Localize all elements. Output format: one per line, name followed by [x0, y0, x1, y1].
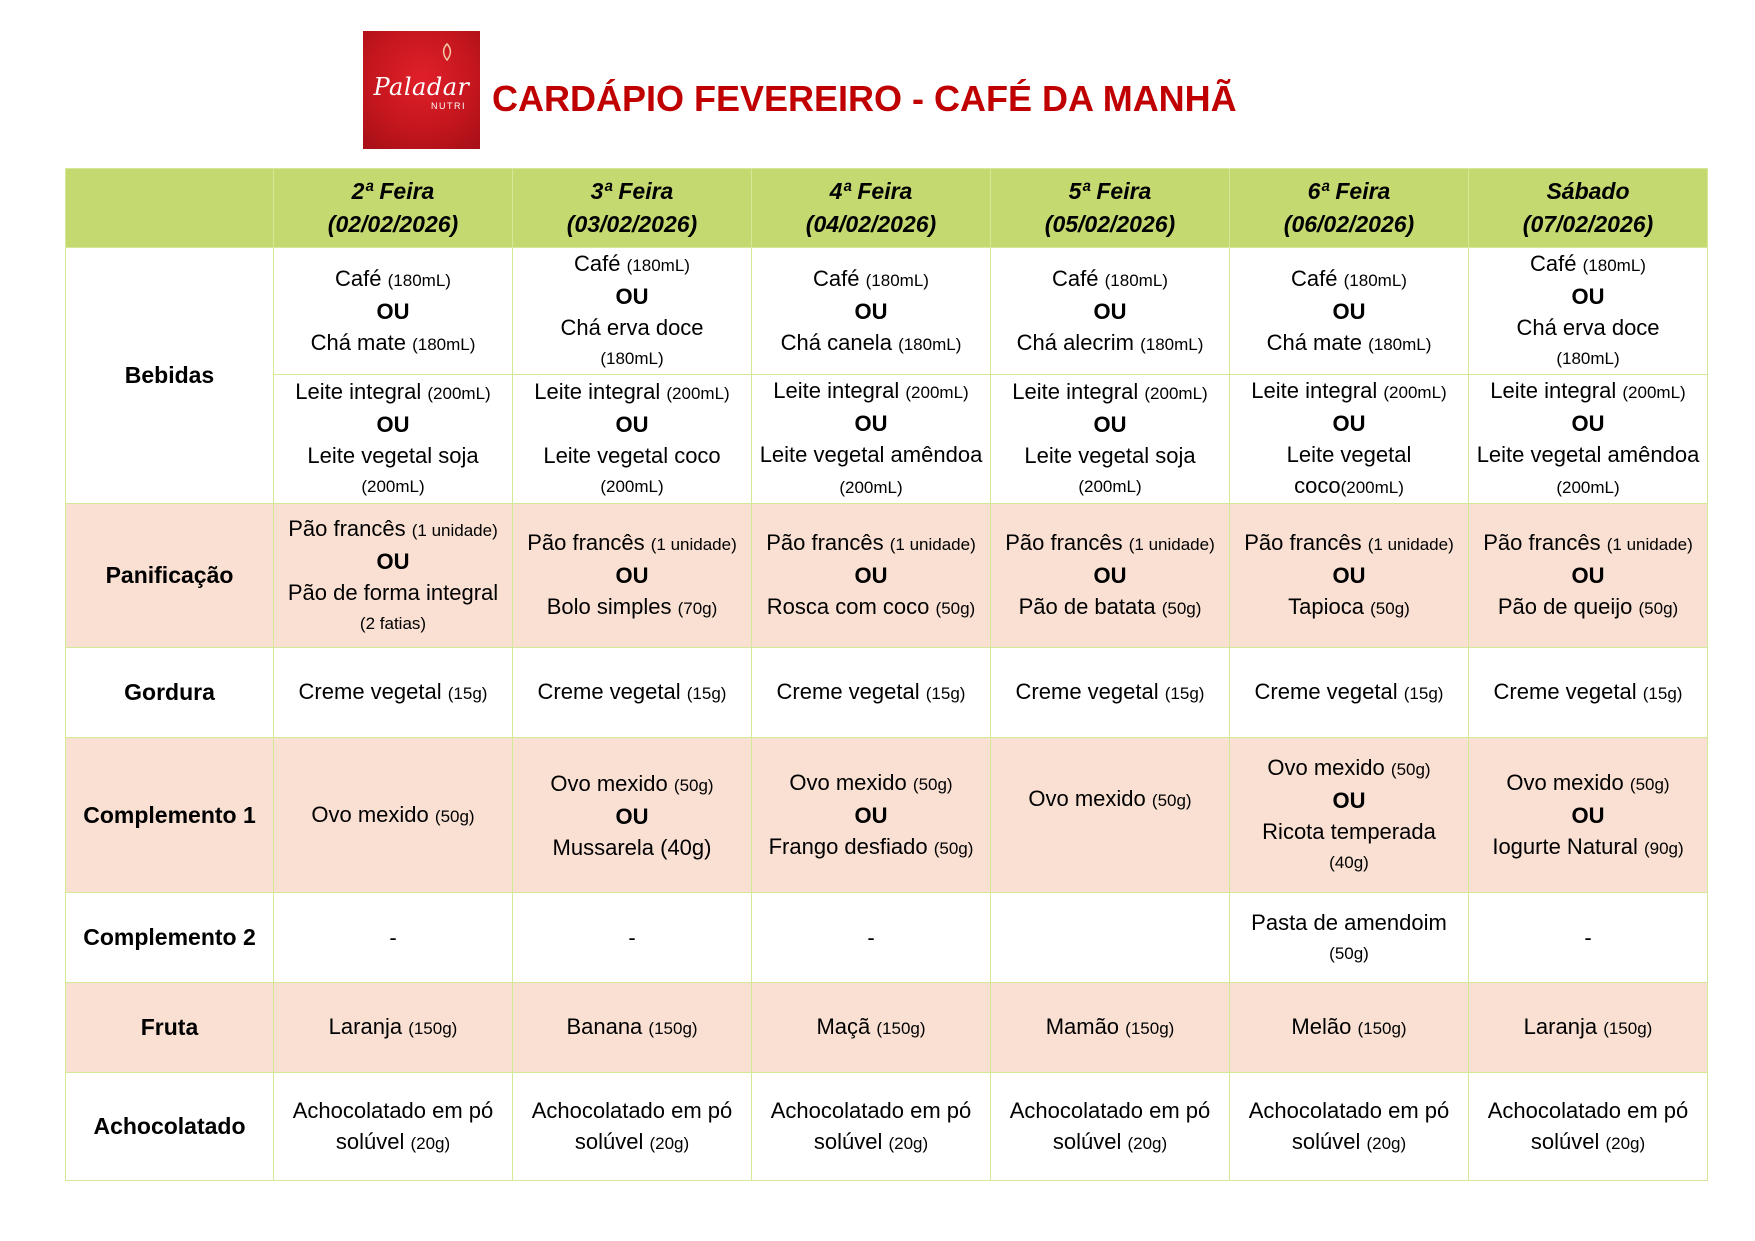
item-name: Leite vegetal coco	[1286, 442, 1412, 498]
menu-cell	[1469, 648, 1708, 738]
menu-cell	[513, 248, 752, 375]
menu-cell	[1230, 893, 1469, 983]
item-name: Pão de queijo	[1497, 594, 1633, 619]
or-separator: OU	[1093, 298, 1127, 324]
bebidas-milk-row	[66, 375, 1708, 504]
item-name: Leite vegetal amêndoa	[759, 442, 983, 467]
item-name: Ricota temperada	[1262, 819, 1436, 844]
item-name: Achocolatado em pó solúvel	[1248, 1097, 1450, 1154]
item-name: Chá mate	[1266, 329, 1362, 355]
item-name: Bolo simples	[546, 594, 672, 619]
item-qty: (15g)	[1403, 684, 1444, 703]
page-title: CARDÁPIO FEVEREIRO - CAFÉ DA MANHÃ	[492, 78, 1237, 119]
day-header	[274, 169, 513, 248]
item-qty: (50g)	[1161, 599, 1202, 618]
item-name: Achocolatado em pó solúvel	[770, 1097, 972, 1154]
item-qty: (180mL)	[600, 349, 664, 368]
item-name: Achocolatado em pó solúvel	[292, 1097, 494, 1154]
item-qty: (150g)	[1125, 1019, 1175, 1038]
menu-cell	[991, 648, 1230, 738]
item-name: Pão francês	[527, 530, 645, 555]
item-qty: (15g)	[925, 684, 966, 703]
item-qty: (180mL)	[387, 270, 451, 290]
item-qty: (180mL)	[626, 256, 690, 275]
item-qty: (200mL)	[1622, 383, 1686, 402]
day-name: 4ª Feira	[829, 178, 913, 204]
item-qty: (50g)	[935, 599, 976, 618]
menu-cell	[513, 738, 752, 893]
item-qty: (20g)	[1366, 1133, 1407, 1153]
or-separator: OU	[1332, 298, 1366, 324]
menu-cell	[274, 648, 513, 738]
day-name: 5ª Feira	[1068, 178, 1152, 204]
item-qty: (50g)	[1629, 774, 1670, 794]
brand-logo	[363, 31, 480, 149]
day-date: (07/02/2026)	[1522, 211, 1654, 237]
item-qty: (15g)	[1642, 684, 1683, 703]
item-qty: (50g)	[1329, 943, 1369, 963]
item-name: Laranja	[1523, 1014, 1598, 1039]
row-label-achocolatado: Achocolatado	[66, 1073, 274, 1181]
item-name: Chá alecrim	[1016, 329, 1134, 355]
item-qty: (50g)	[933, 838, 974, 858]
item-qty: (20g)	[888, 1133, 929, 1153]
item-qty: (180mL)	[1556, 349, 1620, 368]
menu-cell	[513, 375, 752, 504]
item-qty: (180mL)	[898, 334, 962, 354]
item-qty: (40g)	[660, 834, 712, 860]
menu-cell	[1469, 375, 1708, 504]
item-qty: (70g)	[677, 599, 718, 618]
or-separator: OU	[376, 548, 410, 574]
day-date: (03/02/2026)	[566, 211, 698, 237]
item-name: Leite integral	[773, 378, 900, 403]
item-qty: (200mL)	[905, 383, 969, 402]
or-separator: OU	[854, 802, 888, 828]
fruta-row	[66, 983, 1708, 1073]
menu-cell	[991, 504, 1230, 648]
menu-cell	[274, 375, 513, 504]
or-separator: OU	[1332, 563, 1366, 588]
menu-cell	[752, 375, 991, 504]
menu-cell	[1469, 893, 1708, 983]
item-qty: (200mL)	[361, 477, 425, 496]
or-separator: OU	[376, 298, 410, 324]
item-qty: (200mL)	[839, 478, 903, 497]
or-separator: OU	[615, 803, 649, 829]
item-name: Pão francês	[1483, 530, 1601, 555]
item-qty: (1 unidade)	[889, 535, 976, 554]
item-qty: (50g)	[1638, 599, 1679, 618]
menu-cell	[513, 893, 752, 983]
item-qty: (15g)	[1164, 684, 1205, 703]
item-qty: (180mL)	[1104, 270, 1168, 290]
menu-cell	[513, 1073, 752, 1181]
menu-cell	[752, 983, 991, 1073]
item-qty: (15g)	[447, 684, 488, 703]
or-separator: OU	[1332, 411, 1366, 436]
item-name: Pão de batata	[1018, 594, 1156, 619]
row-label-panificacao: Panificação	[66, 504, 274, 648]
item-qty: (20g)	[410, 1133, 451, 1153]
item-qty: (150g)	[876, 1019, 926, 1038]
complemento2-row	[66, 893, 1708, 983]
or-separator: OU	[854, 563, 888, 588]
day-name: 6ª Feira	[1307, 178, 1391, 204]
or-separator: OU	[1571, 802, 1605, 828]
menu-cell	[991, 983, 1230, 1073]
item-qty: (150g)	[408, 1019, 458, 1038]
item-qty: (50g)	[1370, 599, 1410, 618]
item-name: Pão francês	[766, 530, 884, 555]
day-date: (02/02/2026)	[327, 211, 459, 237]
item-name: Leite vegetal amêndoa	[1476, 442, 1700, 467]
item-name: Leite vegetal soja	[307, 443, 479, 468]
menu-cell	[1230, 248, 1469, 375]
item-name: Creme vegetal	[298, 679, 442, 704]
menu-cell	[513, 648, 752, 738]
item-name: Pão francês	[1005, 530, 1123, 555]
item-name: Banana	[566, 1014, 643, 1039]
menu-cell	[991, 738, 1230, 893]
item-qty: (20g)	[1605, 1133, 1646, 1153]
or-separator: OU	[615, 412, 649, 437]
item-name: Leite integral	[295, 379, 422, 404]
item-qty: (150g)	[1357, 1019, 1407, 1038]
day-date: (04/02/2026)	[805, 211, 937, 237]
menu-cell	[991, 1073, 1230, 1181]
or-separator: OU	[854, 298, 888, 324]
item-qty: (180mL)	[1368, 334, 1432, 354]
menu-cell	[1230, 504, 1469, 648]
item-name: Achocolatado em pó solúvel	[531, 1097, 733, 1154]
item-qty: (180mL)	[1582, 256, 1646, 275]
item-name: Ovo mexido	[789, 769, 907, 795]
day-header	[1230, 169, 1469, 248]
or-separator: OU	[854, 411, 888, 436]
logo-script-text: Paladar	[373, 73, 470, 101]
item-name: Leite vegetal soja	[1024, 443, 1196, 468]
item-qty: (50g)	[673, 775, 714, 795]
menu-cell	[752, 738, 991, 893]
gordura-row	[66, 648, 1708, 738]
item-qty: (200mL)	[1144, 384, 1208, 403]
day-header	[1469, 169, 1708, 248]
row-label-complemento1: Complemento 1	[66, 738, 274, 893]
item-name: Mamão	[1045, 1014, 1120, 1039]
item-name: Leite vegetal coco	[543, 443, 721, 468]
bebidas-hot-row	[66, 248, 1708, 375]
item-name: Café	[574, 251, 621, 276]
item-name: -	[389, 925, 397, 950]
menu-cell	[1230, 983, 1469, 1073]
menu-cell	[752, 893, 991, 983]
menu-cell	[752, 504, 991, 648]
leaf-icon	[440, 43, 454, 61]
item-qty: (50g)	[1390, 760, 1431, 779]
corner-cell	[66, 169, 274, 248]
item-qty: (50g)	[434, 806, 475, 826]
item-name: Mussarela	[552, 834, 654, 860]
item-name: Melão	[1291, 1014, 1352, 1039]
item-name: Achocolatado em pó solúvel	[1009, 1097, 1211, 1154]
item-name: Leite integral	[534, 379, 661, 404]
item-qty: (200mL)	[666, 384, 730, 403]
item-qty: (90g)	[1643, 838, 1684, 858]
menu-cell	[1230, 738, 1469, 893]
day-name: Sábado	[1546, 178, 1630, 204]
item-name: Creme vegetal	[537, 679, 681, 704]
item-qty: (150g)	[1603, 1019, 1653, 1038]
item-qty: (40g)	[1329, 853, 1369, 872]
item-name: Ovo mexido	[550, 770, 668, 796]
day-header	[752, 169, 991, 248]
item-name: Iogurte Natural	[1492, 833, 1638, 859]
row-label-fruta: Fruta	[66, 983, 274, 1073]
item-qty: (15g)	[686, 684, 727, 703]
or-separator: OU	[1571, 411, 1605, 436]
day-header	[513, 169, 752, 248]
or-separator: OU	[615, 284, 649, 309]
day-header	[991, 169, 1230, 248]
complemento1-row	[66, 738, 1708, 893]
item-qty: (180mL)	[1140, 334, 1204, 354]
item-name: Ovo mexido	[1506, 769, 1624, 795]
or-separator: OU	[615, 563, 649, 588]
menu-cell	[1469, 983, 1708, 1073]
item-name: Ovo mexido	[1267, 755, 1385, 780]
menu-table	[65, 168, 1708, 1181]
or-separator: OU	[376, 412, 410, 437]
menu-cell	[274, 248, 513, 375]
item-qty: (180mL)	[1343, 270, 1407, 290]
item-qty: (200mL)	[600, 477, 664, 496]
item-name: Leite integral	[1012, 379, 1139, 404]
item-name: Pão francês	[1244, 530, 1362, 555]
day-name: 2ª Feira	[351, 178, 435, 204]
day-date: (06/02/2026)	[1283, 211, 1415, 237]
item-name: -	[867, 925, 875, 950]
menu-cell	[991, 893, 1230, 983]
menu-cell	[1469, 248, 1708, 375]
item-qty: (1 unidade)	[650, 535, 737, 554]
item-name: Maçã	[816, 1014, 871, 1039]
item-qty: (200mL)	[1340, 478, 1404, 497]
item-qty: (2 fatias)	[359, 613, 427, 633]
item-name: Café	[1291, 265, 1338, 291]
item-name: Achocolatado em pó solúvel	[1487, 1097, 1689, 1154]
item-qty: (1 unidade)	[411, 520, 498, 540]
menu-cell	[1230, 375, 1469, 504]
row-label-bebidas: Bebidas	[66, 248, 274, 504]
or-separator: OU	[1093, 563, 1127, 588]
item-name: -	[1584, 925, 1592, 950]
or-separator: OU	[1093, 412, 1127, 437]
item-name: Café	[1052, 265, 1099, 291]
day-name: 3ª Feira	[590, 178, 674, 204]
item-name: Creme vegetal	[776, 679, 920, 704]
item-name: Rosca com coco	[766, 594, 930, 619]
menu-cell	[1230, 648, 1469, 738]
item-name: Café	[335, 265, 382, 291]
item-name: Creme vegetal	[1493, 679, 1637, 704]
item-name: Chá canela	[780, 329, 892, 355]
item-qty: (150g)	[648, 1019, 698, 1038]
item-qty: (20g)	[1127, 1133, 1168, 1153]
item-qty: (200mL)	[1078, 477, 1142, 496]
or-separator: OU	[1571, 284, 1605, 309]
item-name: Tapioca	[1288, 594, 1365, 619]
item-name: Chá mate	[310, 329, 406, 355]
item-name: -	[628, 925, 636, 950]
menu-cell	[752, 648, 991, 738]
or-separator: OU	[1332, 788, 1366, 813]
item-name: Chá erva doce	[560, 315, 704, 340]
item-name: Pasta de amendoim	[1251, 909, 1447, 935]
menu-cell	[1469, 504, 1708, 648]
menu-cell	[752, 248, 991, 375]
item-name: Ovo mexido	[311, 801, 429, 827]
menu-cell	[752, 1073, 991, 1181]
menu-cell	[1469, 738, 1708, 893]
menu-cell	[991, 248, 1230, 375]
menu-cell	[1230, 1073, 1469, 1181]
item-name: Frango desfiado	[768, 833, 928, 859]
item-qty: (50g)	[912, 774, 953, 794]
item-name: Café	[813, 265, 860, 291]
achocolatado-row	[66, 1073, 1708, 1181]
item-qty: (180mL)	[412, 334, 476, 354]
item-qty: (180mL)	[865, 270, 929, 290]
item-qty: (1 unidade)	[1367, 535, 1454, 554]
menu-cell	[513, 983, 752, 1073]
item-name: Creme vegetal	[1254, 679, 1398, 704]
item-qty: (20g)	[649, 1133, 690, 1153]
item-name: Chá erva doce	[1516, 315, 1660, 340]
panificacao-row	[66, 504, 1708, 648]
menu-cell	[991, 375, 1230, 504]
menu-cell	[274, 983, 513, 1073]
item-qty: (1 unidade)	[1128, 535, 1215, 554]
or-separator: OU	[1571, 563, 1605, 588]
menu-cell	[274, 504, 513, 648]
item-name: Creme vegetal	[1015, 679, 1159, 704]
item-name: Pão de forma integral	[287, 579, 499, 605]
item-name: Laranja	[328, 1014, 403, 1039]
item-qty: (50g)	[1151, 791, 1192, 810]
item-qty: (1 unidade)	[1606, 535, 1693, 554]
item-qty: (200mL)	[427, 384, 491, 403]
menu-cell	[274, 738, 513, 893]
item-name: Leite integral	[1251, 378, 1378, 403]
item-qty: (200mL)	[1556, 478, 1620, 497]
item-name: Pão francês	[288, 515, 406, 541]
menu-cell	[513, 504, 752, 648]
item-name: Café	[1530, 251, 1577, 276]
row-label-complemento2: Complemento 2	[66, 893, 274, 983]
header-row	[66, 169, 1708, 248]
menu-cell	[274, 1073, 513, 1181]
item-name: Leite integral	[1490, 378, 1617, 403]
day-date: (05/02/2026)	[1044, 211, 1176, 237]
item-qty: (200mL)	[1383, 383, 1447, 402]
item-name: Ovo mexido	[1028, 786, 1146, 811]
logo-sub-text: NUTRI	[431, 101, 466, 111]
menu-cell	[1469, 1073, 1708, 1181]
row-label-gordura: Gordura	[66, 648, 274, 738]
menu-cell	[274, 893, 513, 983]
